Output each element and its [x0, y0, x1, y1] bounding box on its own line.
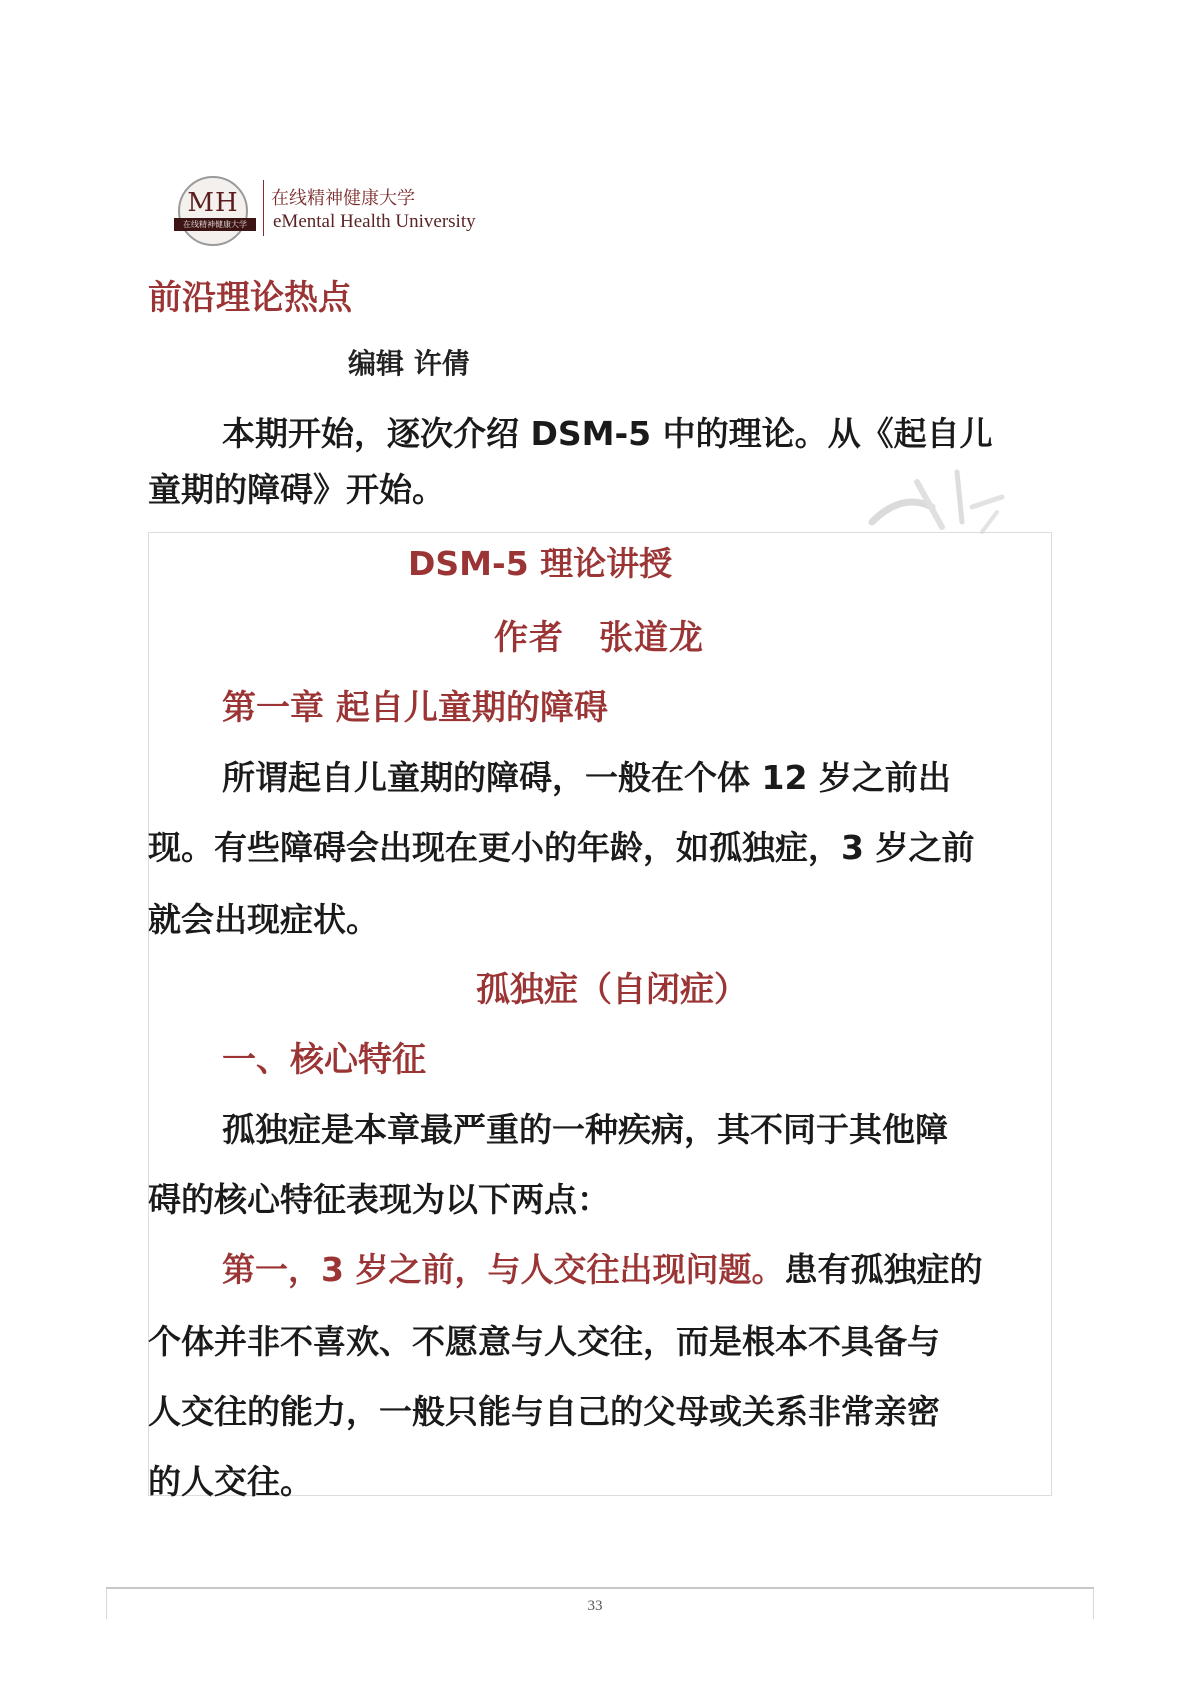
paragraph-line: 的人交往。 [148, 1462, 313, 1501]
highlight-text: 第一，3 岁之前，与人交往出现问题。 [222, 1250, 785, 1289]
logo-ribbon: 在线精神健康大学 [174, 218, 256, 231]
chapter-title: 第一章 起自儿童期的障碍 [222, 688, 608, 728]
logo-mark: MH [187, 188, 239, 218]
paragraph-line: 就会出现症状。 [148, 900, 379, 939]
paragraph-line: 孤独症是本章最严重的一种疾病，其不同于其他障 [222, 1110, 948, 1149]
editor-line: 编辑 许倩 [348, 347, 470, 380]
paragraph-text: 患有孤独症的 [784, 1250, 983, 1289]
footer-rule [106, 1587, 1094, 1589]
paragraph-line [222, 1244, 982, 1291]
author-line: 作者 张道龙 [494, 618, 704, 658]
paragraph-line: 个体并非不喜欢、不愿意与人交往，而是根本不具备与 [148, 1322, 940, 1361]
core-features-heading: 一、核心特征 [222, 1040, 426, 1080]
article-heading: DSM-5 理论讲授 [408, 544, 673, 583]
brush-watermark-icon [862, 452, 1012, 542]
paragraph-line: 人交往的能力，一般只能与自己的父母或关系非常亲密 [148, 1392, 940, 1431]
logo-name-en: eMental Health University [273, 211, 476, 232]
logo-name-cn: 在线精神健康大学 [271, 188, 415, 209]
intro-line: 本期开始，逐次介绍 DSM-5 中的理论。从《起自儿 [222, 414, 993, 453]
logo-divider [263, 180, 264, 236]
university-logo [170, 176, 500, 246]
intro-line: 童期的障碍》开始。 [148, 470, 445, 509]
page-number: 33 [587, 1598, 603, 1614]
logo-seal-icon [178, 176, 248, 246]
autism-heading: 孤独症（自闭症） [476, 970, 748, 1010]
section-title: 前沿理论热点 [148, 278, 352, 318]
paragraph-line: 碍的核心特征表现为以下两点： [148, 1180, 610, 1219]
paragraph-line: 所谓起自儿童期的障碍，一般在个体 12 岁之前出 [222, 758, 951, 797]
paragraph-line: 现。有些障碍会出现在更小的年龄，如孤独症，3 岁之前 [148, 828, 975, 867]
